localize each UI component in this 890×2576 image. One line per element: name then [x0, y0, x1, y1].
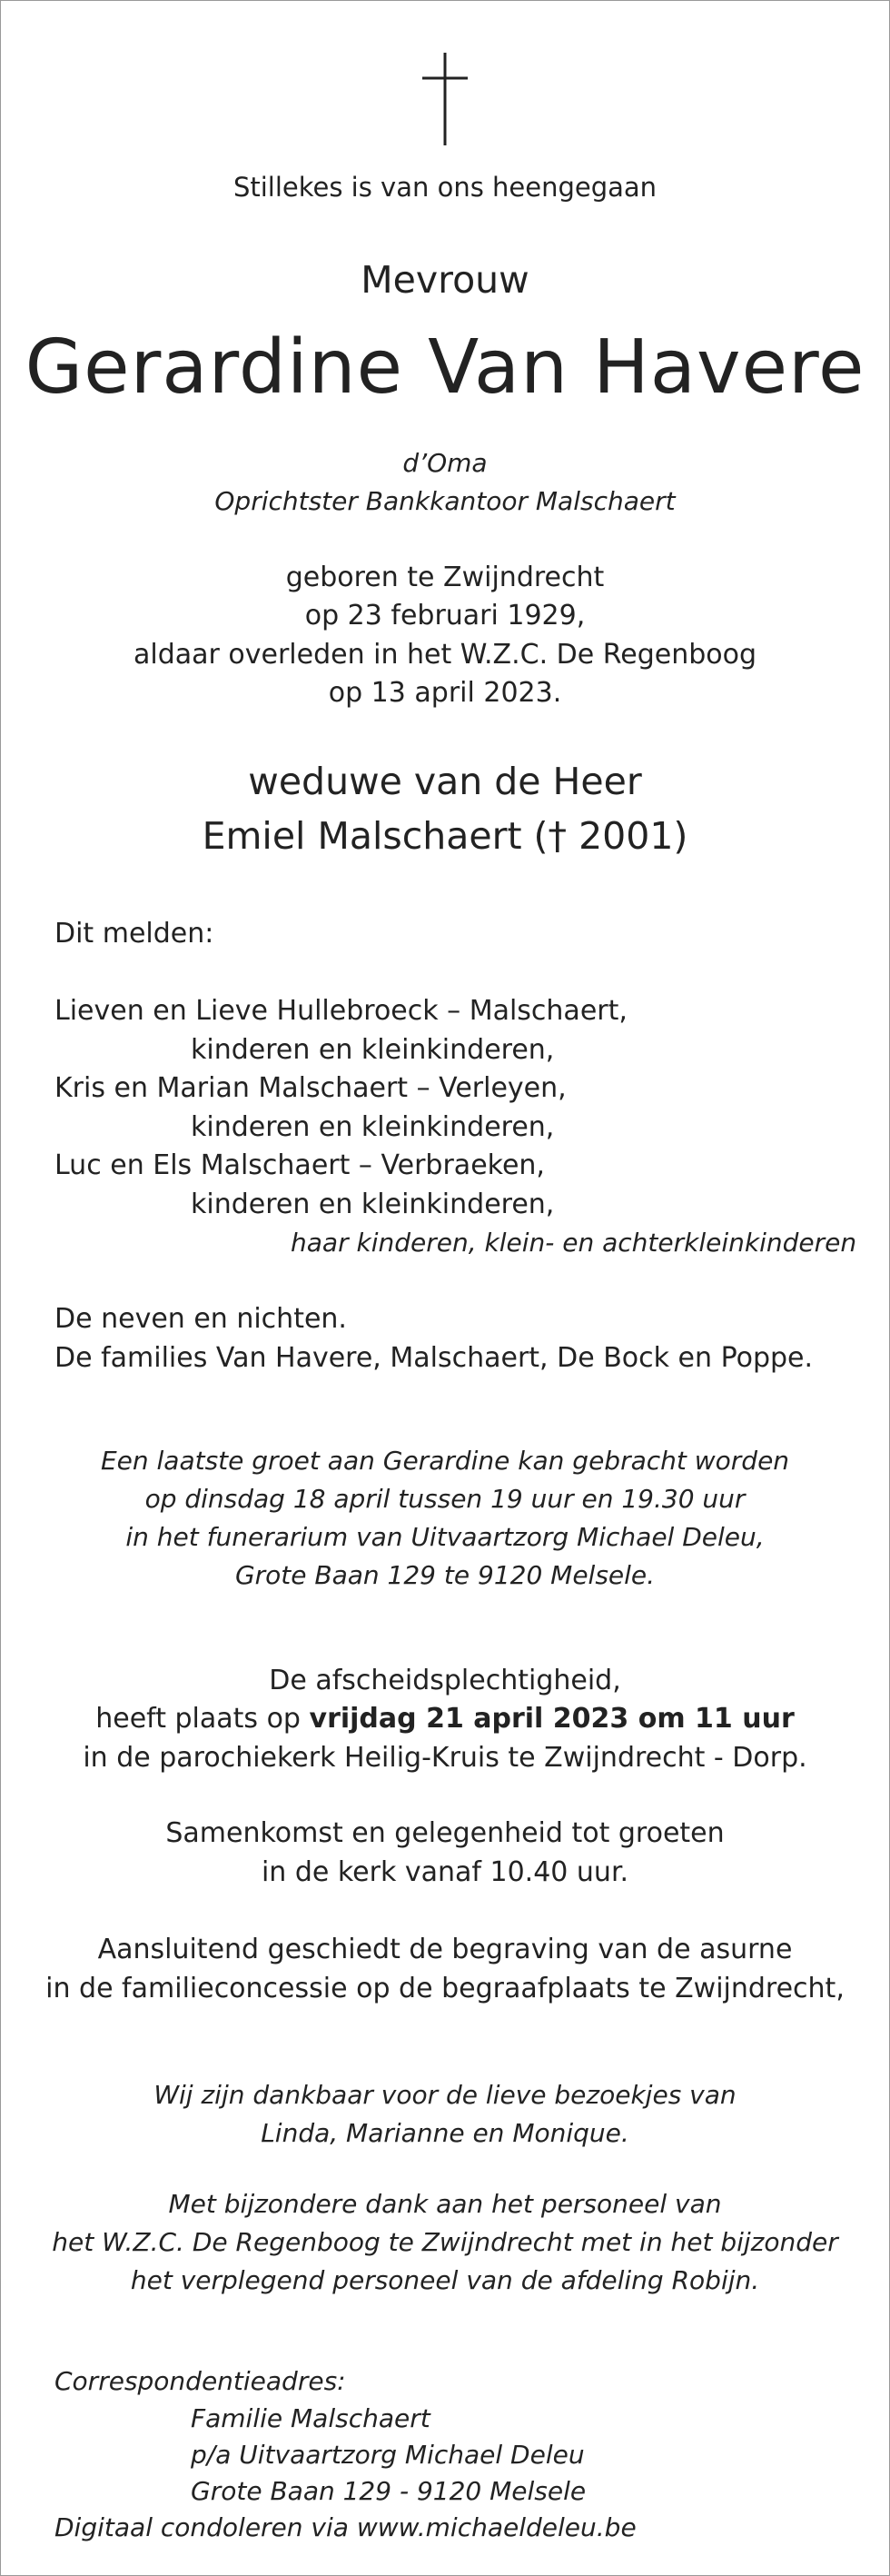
burial-line: in de familieconcessie op de begraafplaats te Zwijndrecht,	[45, 1973, 845, 2004]
announce-label: Dit melden:	[54, 918, 214, 950]
family-member: Kris en Marian Malschaert – Verleyen,	[54, 1072, 567, 1104]
spouse-name: Emiel Malschaert († 2001)	[202, 814, 688, 858]
gathering-line: in de kerk vanaf 10.40 uur.	[261, 1856, 629, 1888]
cross-icon	[422, 53, 468, 145]
thanks-staff-line: het verplegend personeel van de afdeling Robijn.	[130, 2265, 760, 2295]
correspondence-address: Grote Baan 129 - 9120 Melsele	[191, 2476, 587, 2506]
birth-line: geboren te Zwijndrecht	[285, 562, 605, 593]
ceremony-date-line	[0, 1703, 890, 1735]
ceremony-location: in de parochiekerk Heilig-Kruis te Zwijndrecht - Dorp.	[83, 1742, 807, 1774]
intro-text: Stillekes is van ons heengegaan	[232, 172, 658, 203]
grandchildren: haar kinderen, klein- en achterkleinkinderen	[291, 1228, 857, 1258]
thanks-staff-line: Met bijzondere dank aan het personeel van	[168, 2189, 722, 2219]
gathering-line: Samenkomst en gelegenheid tot groeten	[165, 1817, 725, 1849]
nickname: d’Oma	[402, 448, 488, 478]
correspondence-address: p/a Uitvaartzorg Michael Deleu	[191, 2440, 585, 2470]
online-condolence: Digitaal condoleren via www.michaeldeleu.be	[54, 2512, 637, 2542]
relatives-line: De neven en nichten.	[54, 1303, 347, 1335]
correspondence-address: Familie Malschaert	[191, 2403, 430, 2433]
deceased-name: Gerardine Van Havere	[25, 324, 865, 411]
salutation: Mevrouw	[361, 258, 529, 302]
widow-line: weduwe van de Heer	[248, 760, 642, 803]
family-member: kinderen en kleinkinderen,	[191, 1189, 555, 1220]
thanks-visits-line: Linda, Marianne en Monique.	[261, 2118, 629, 2148]
visitation-line: in het funerarium van Uitvaartzorg Michael Deleu,	[125, 1522, 765, 1552]
ceremony-line: De afscheidsplechtigheid,	[269, 1665, 621, 1696]
family-member: Luc en Els Malschaert – Verbraeken,	[54, 1149, 545, 1181]
ceremony-date: vrijdag 21 april 2023 om 11 uur	[309, 1703, 795, 1735]
visitation-line: Grote Baan 129 te 9120 Melsele.	[234, 1560, 656, 1590]
death-place: aldaar overleden in het W.Z.C. De Regenboog	[133, 639, 756, 671]
visitation-line: Een laatste groet aan Gerardine kan gebracht worden	[100, 1446, 790, 1476]
birth-date: op 23 februari 1929,	[304, 600, 586, 632]
death-date: op 13 april 2023.	[328, 677, 562, 709]
visitation-line: op dinsdag 18 april tussen 19 uur en 19.30 uur	[144, 1484, 746, 1514]
role: Oprichtster Bankkantoor Malschaert	[214, 486, 676, 516]
family-member: Lieven en Lieve Hullebroeck – Malschaert,	[54, 995, 628, 1027]
family-member: kinderen en kleinkinderen,	[191, 1034, 555, 1066]
correspondence-label: Correspondentieadres:	[54, 2366, 346, 2396]
relatives-line: De families Van Havere, Malschaert, De Bock en Poppe.	[54, 1342, 814, 1374]
thanks-visits-line: Wij zijn dankbaar voor de lieve bezoekjes van	[153, 2080, 737, 2110]
thanks-staff-line: het W.Z.C. De Regenboog te Zwijndrecht met in het bijzonder	[52, 2227, 838, 2257]
family-member: kinderen en kleinkinderen,	[191, 1111, 555, 1143]
ceremony-prefix: heeft plaats op	[95, 1703, 310, 1735]
burial-line: Aansluitend geschiedt de begraving van de asurne	[97, 1934, 793, 1965]
